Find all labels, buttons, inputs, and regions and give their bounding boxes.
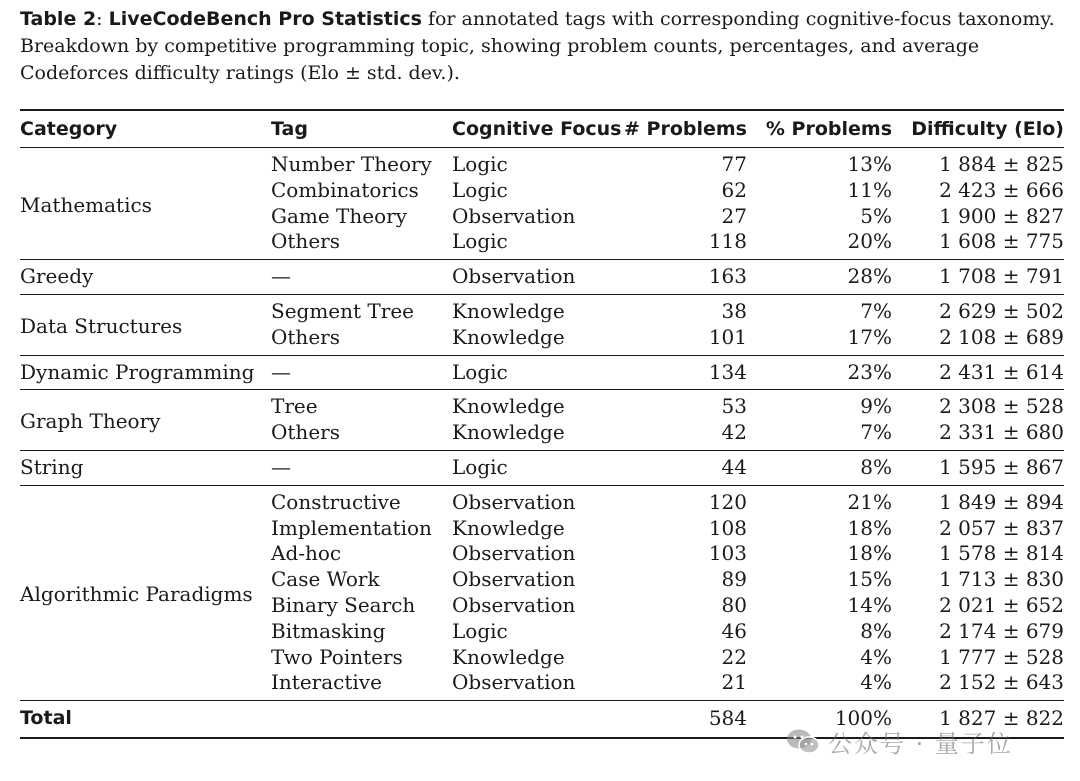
difficulty-cell: 1 708 ± 791 xyxy=(892,260,1064,295)
cognitive-focus-cell: Knowledge xyxy=(452,394,565,419)
cognitive-focus-cell: Observation xyxy=(452,670,622,700)
header-cognitive-focus: Cognitive Focus xyxy=(452,110,622,148)
difficulty-cell: 2 108 ± 689 xyxy=(892,325,1064,355)
tag-cell: Game Theory xyxy=(271,203,408,228)
table-row xyxy=(20,355,1064,390)
tag-cell: Two Pointers xyxy=(271,644,403,669)
difficulty-cell: 2 021 ± 652 xyxy=(939,592,1064,617)
table-row xyxy=(20,148,1064,178)
problem-count-cell: 134 xyxy=(622,355,747,390)
statistics-table-wrapper xyxy=(20,109,1064,739)
table-body xyxy=(20,148,1064,701)
total-difficulty: 1 827 ± 822 xyxy=(892,701,1064,739)
difficulty-cell: 2 152 ± 643 xyxy=(892,670,1064,700)
problem-percent-cell: 11% xyxy=(847,177,892,202)
problem-count-cell: 44 xyxy=(622,450,747,485)
tag-cell: Others xyxy=(271,325,452,355)
table-caption xyxy=(20,6,1070,87)
statistics-table xyxy=(20,109,1064,739)
difficulty-cell: 1 578 ± 814 xyxy=(939,541,1064,566)
problem-percent-cell: 4% xyxy=(860,644,892,669)
tag-cell: Interactive xyxy=(271,670,452,700)
tag-cell: Others xyxy=(271,420,452,450)
table-row xyxy=(20,260,1064,295)
cognitive-focus-cell: Observation xyxy=(452,592,576,617)
problem-count-cell: 38 xyxy=(721,298,747,323)
cognitive-focus-cell: Knowledge xyxy=(452,298,565,323)
header-problem-count: # Problems xyxy=(622,110,747,148)
total-focus xyxy=(452,701,622,739)
header-problem-percent: % Problems xyxy=(747,110,892,148)
problem-count-cell: 62 xyxy=(721,177,747,202)
tag-cell: Implementation xyxy=(271,515,432,540)
problem-percent-cell: 20% xyxy=(747,229,892,259)
cognitive-focus-cell: Observation xyxy=(452,203,576,228)
problem-percent-cell: 15% xyxy=(847,567,892,592)
tag-cell: Tree xyxy=(271,394,318,419)
header-row xyxy=(20,110,1064,148)
watermark xyxy=(786,724,1013,759)
difficulty-cell: 2 174 ± 679 xyxy=(939,618,1064,643)
cognitive-focus-cell: Logic xyxy=(452,229,622,259)
difficulty-cell: 1 777 ± 528 xyxy=(939,644,1064,669)
difficulty-cell: 1 713 ± 830 xyxy=(939,567,1064,592)
category-cell: Algorithmic Paradigms xyxy=(20,485,271,700)
tag-cell: Segment Tree xyxy=(271,298,414,323)
problem-percent-cell: 23% xyxy=(747,355,892,390)
problem-count-cell: 77 xyxy=(721,152,747,176)
problem-count-cell: 53 xyxy=(721,394,747,419)
category-cell: Greedy xyxy=(20,260,271,295)
cognitive-focus-cell: Observation xyxy=(452,567,576,592)
total-label: Total xyxy=(20,701,271,739)
problem-percent-cell: 21% xyxy=(847,489,892,514)
total-percent: 100% xyxy=(747,701,892,739)
wechat-icon xyxy=(786,728,820,756)
problem-percent-cell: 18% xyxy=(847,541,892,566)
watermark-text: 公众号 · 量子位 xyxy=(828,730,1013,758)
problem-count-cell: 163 xyxy=(622,260,747,295)
problem-percent-cell: 5% xyxy=(860,203,892,228)
cognitive-focus-cell: Knowledge xyxy=(452,644,565,669)
problem-percent-cell: 14% xyxy=(847,592,892,617)
problem-percent-cell: 13% xyxy=(847,152,892,176)
tag-cell: Binary Search xyxy=(271,592,416,617)
difficulty-cell: 1 900 ± 827 xyxy=(939,203,1064,228)
problem-count-cell: 89 xyxy=(721,567,747,592)
caption-text: for annotated tags with corresponding cognitive-focus taxonomy. Breakdown by competitive programming topic, showing problem counts, percentages, and average Codeforces difficulty ratings (Elo ± std. dev.). xyxy=(20,8,1055,84)
difficulty-cell: 1 595 ± 867 xyxy=(892,450,1064,485)
tag-cell: Case Work xyxy=(271,567,380,592)
problem-count-cell: 46 xyxy=(721,618,747,643)
difficulty-cell: 2 057 ± 837 xyxy=(939,515,1064,540)
tag-cell: Others xyxy=(271,229,452,259)
caption-label: Table 2 xyxy=(20,8,97,30)
difficulty-cell: 2 308 ± 528 xyxy=(939,394,1064,419)
tag-cell: Number Theory xyxy=(271,152,432,176)
problem-percent-cell: 4% xyxy=(747,670,892,700)
difficulty-cell: 2 331 ± 680 xyxy=(892,420,1064,450)
problem-percent-cell: 18% xyxy=(847,515,892,540)
problem-count-cell: 101 xyxy=(622,325,747,355)
category-cell: Mathematics xyxy=(20,148,271,260)
cognitive-focus-cell: Logic xyxy=(452,177,508,202)
table-row xyxy=(20,485,1064,515)
table-row xyxy=(20,450,1064,485)
problem-percent-cell: 7% xyxy=(747,420,892,450)
tag-cell: Ad-hoc xyxy=(271,541,342,566)
caption-title: LiveCodeBench Pro Statistics xyxy=(108,8,422,30)
problem-percent-cell: 9% xyxy=(860,394,892,419)
cognitive-focus-cell: Observation xyxy=(452,260,622,295)
problem-count-cell: 118 xyxy=(622,229,747,259)
header-tag: Tag xyxy=(271,110,452,148)
caption-separator: : xyxy=(96,8,109,30)
problem-count-cell: 80 xyxy=(721,592,747,617)
problem-count-cell: 108 xyxy=(708,515,747,540)
category-cell: Data Structures xyxy=(20,294,271,355)
cognitive-focus-cell: Logic xyxy=(452,152,508,176)
cognitive-focus-cell: Knowledge xyxy=(452,420,622,450)
problem-percent-cell: 28% xyxy=(747,260,892,295)
header-category: Category xyxy=(20,110,271,148)
cognitive-focus-cell: Knowledge xyxy=(452,515,565,540)
difficulty-cell: 1 884 ± 825 xyxy=(939,152,1064,176)
cognitive-focus-cell: Observation xyxy=(452,541,576,566)
table-row xyxy=(20,390,1064,420)
difficulty-cell: 1 849 ± 894 xyxy=(939,489,1064,514)
tag-cell: — xyxy=(271,450,452,485)
tag-cell: Bitmasking xyxy=(271,618,386,643)
problem-count-cell: 120 xyxy=(708,489,747,514)
tag-cell: Combinatorics xyxy=(271,177,419,202)
category-cell: Dynamic Programming xyxy=(20,355,271,390)
problem-count-cell: 103 xyxy=(708,541,747,566)
total-tag xyxy=(271,701,452,739)
difficulty-cell: 1 608 ± 775 xyxy=(892,229,1064,259)
problem-count-cell: 22 xyxy=(721,644,747,669)
category-cell: String xyxy=(20,450,271,485)
problem-count-cell: 21 xyxy=(622,670,747,700)
tag-cell: — xyxy=(271,260,452,295)
header-difficulty: Difficulty (Elo) xyxy=(892,110,1064,148)
problem-count-cell: 42 xyxy=(622,420,747,450)
difficulty-cell: 2 423 ± 666 xyxy=(939,177,1064,202)
problem-percent-cell: 7% xyxy=(860,298,892,323)
problem-percent-cell: 8% xyxy=(860,618,892,643)
cognitive-focus-cell: Logic xyxy=(452,618,508,643)
problem-percent-cell: 8% xyxy=(747,450,892,485)
tag-cell: — xyxy=(271,355,452,390)
tag-cell: Constructive xyxy=(271,489,401,514)
cognitive-focus-cell: Logic xyxy=(452,355,622,390)
total-count: 584 xyxy=(622,701,747,739)
problem-count-cell: 27 xyxy=(721,203,747,228)
cognitive-focus-cell: Knowledge xyxy=(452,325,622,355)
problem-percent-cell: 17% xyxy=(747,325,892,355)
category-cell: Graph Theory xyxy=(20,390,271,451)
cognitive-focus-cell: Logic xyxy=(452,450,622,485)
cognitive-focus-cell: Observation xyxy=(452,489,576,514)
table-row xyxy=(20,294,1064,324)
difficulty-cell: 2 431 ± 614 xyxy=(892,355,1064,390)
difficulty-cell: 2 629 ± 502 xyxy=(939,298,1064,323)
